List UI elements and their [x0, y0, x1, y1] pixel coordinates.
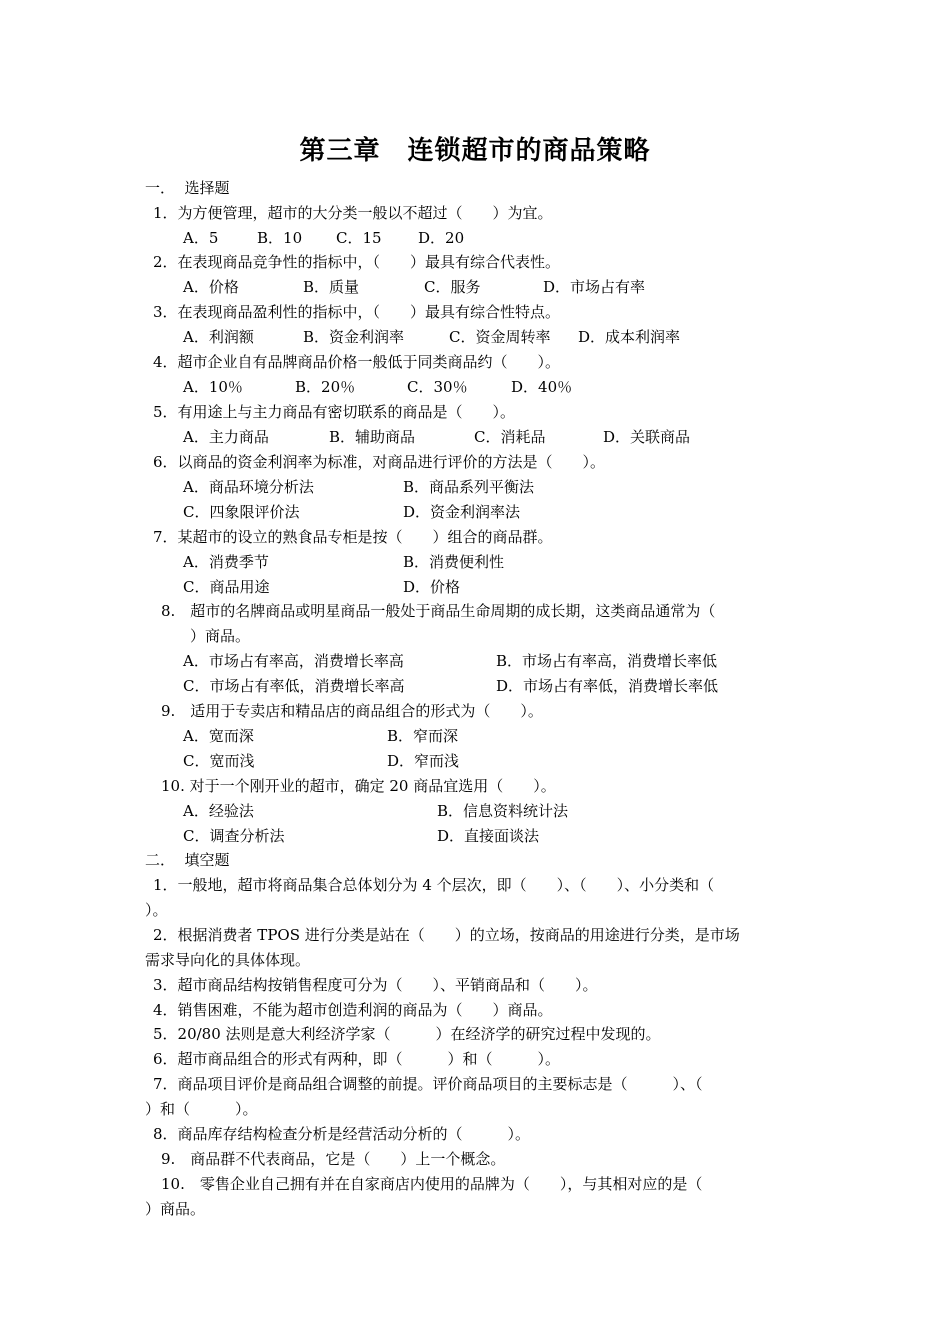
option: A．消费季节 — [183, 553, 269, 571]
option: C．30％ — [407, 378, 468, 396]
option: A．10％ — [183, 378, 243, 396]
section-heading-fill-blank: 二． 填空题 — [145, 851, 230, 869]
fill-blank-line: 2．根据消费者 TPOS 进行分类是站在（ ）的立场，按商品的用途进行分类，是市场 — [153, 926, 740, 944]
option: B．质量 — [303, 278, 360, 296]
option: D．20 — [418, 229, 465, 247]
option: B．窄而深 — [387, 727, 459, 745]
option: D．直接面谈法 — [437, 827, 540, 845]
option: C．市场占有率低，消费增长率高 — [183, 677, 405, 695]
fill-blank-line: ）。 — [145, 901, 168, 919]
question-stem: 6．以商品的资金利润率为标准，对商品进行评价的方法是（ ）。 — [153, 453, 606, 471]
fill-blank-line: ）商品。 — [145, 1200, 206, 1218]
fill-blank-line: 6．超市商品组合的形式有两种，即（ ）和（ ）。 — [153, 1050, 561, 1068]
question-stem: 5．有用途上与主力商品有密切联系的商品是（ ）。 — [153, 403, 516, 421]
fill-blank-line: 9. 商品群不代表商品，它是（ ）上一个概念。 — [161, 1150, 506, 1168]
option: B．资金利润率 — [303, 328, 405, 346]
option: A．主力商品 — [183, 428, 269, 446]
option: A．商品环境分析法 — [183, 478, 314, 496]
option: B．信息资料统计法 — [437, 802, 569, 820]
fill-blank-line: ）和（ ）。 — [145, 1100, 258, 1118]
section-heading-choice: 一． 选择题 — [145, 179, 230, 197]
question-stem: 2．在表现商品竞争性的指标中，（ ）最具有综合代表性。 — [153, 253, 561, 271]
option: B．10 — [257, 229, 303, 247]
option: A．市场占有率高，消费增长率高 — [183, 652, 404, 670]
fill-blank-line: 8．商品库存结构检查分析是经营活动分析的（ ）。 — [153, 1125, 531, 1143]
option: C．商品用途 — [183, 578, 270, 596]
fill-blank-line: 5．20/80 法则是意大利经济学家（ ）在经济学的研究过程中发现的。 — [153, 1025, 661, 1043]
question-stem: 8. 超市的名牌商品或明星商品一般处于商品生命周期的成长期，这类商品通常为（ — [161, 602, 716, 620]
option: D．市场占有率 — [543, 278, 646, 296]
question-stem: 1．为方便管理，超市的大分类一般以不超过（ ）为宜。 — [153, 204, 553, 222]
option: B．商品系列平衡法 — [403, 478, 535, 496]
fill-blank-line: 3．超市商品结构按销售程度可分为（ ）、平销商品和（ ）。 — [153, 976, 598, 994]
option: A．经验法 — [183, 802, 254, 820]
question-stem-continuation: ）商品。 — [190, 627, 251, 645]
option: C．调查分析法 — [183, 827, 285, 845]
option: B．消费便利性 — [403, 553, 505, 571]
question-stem: 7．某超市的设立的熟食品专柜是按（ ）组合的商品群。 — [153, 528, 553, 546]
option: D．窄而浅 — [387, 752, 460, 770]
fill-blank-line: 需求导向化的具体体现。 — [145, 951, 311, 969]
option: D．价格 — [403, 578, 461, 596]
option: A．价格 — [183, 278, 239, 296]
option: D．资金利润率法 — [403, 503, 521, 521]
question-stem: 3．在表现商品盈利性的指标中，（ ）最具有综合性特点。 — [153, 303, 561, 321]
fill-blank-line: 1．一般地，超市将商品集合总体划分为 4 个层次，即（ ）、（ ）、小分类和（ — [153, 876, 715, 894]
page-title: 第三章 连锁超市的商品策略 — [299, 136, 651, 166]
option: A．宽而深 — [183, 727, 254, 745]
fill-blank-line: 10. 零售企业自己拥有并在自家商店内使用的品牌为（ ），与其相对应的是（ — [161, 1175, 703, 1193]
option: C．15 — [336, 229, 382, 247]
option: D．关联商品 — [603, 428, 691, 446]
option: C．四象限评价法 — [183, 503, 300, 521]
option: A．利润额 — [183, 328, 254, 346]
question-stem: 10. 对于一个刚开业的超市，确定 20 商品宜选用（ ）。 — [161, 777, 556, 795]
fill-blank-line: 7．商品项目评价是商品组合调整的前提。评价商品项目的主要标志是（ ）、（ — [153, 1075, 703, 1093]
option: D．40％ — [511, 378, 573, 396]
option: B．市场占有率高，消费增长率低 — [496, 652, 718, 670]
question-stem: 9. 适用于专卖店和精品店的商品组合的形式为（ ）。 — [161, 702, 543, 720]
option: C．服务 — [424, 278, 481, 296]
option: B．辅助商品 — [329, 428, 416, 446]
question-stem: 4．超市企业自有品牌商品价格一般低于同类商品约（ ）。 — [153, 353, 561, 371]
option: A．5 — [183, 229, 219, 247]
option: B．20％ — [295, 378, 356, 396]
option: C．宽而浅 — [183, 752, 255, 770]
option: C．资金周转率 — [449, 328, 551, 346]
option: D．市场占有率低，消费增长率低 — [496, 677, 719, 695]
fill-blank-line: 4．销售困难，不能为超市创造利润的商品为（ ）商品。 — [153, 1001, 553, 1019]
option: C．消耗品 — [474, 428, 546, 446]
option: D．成本利润率 — [578, 328, 681, 346]
